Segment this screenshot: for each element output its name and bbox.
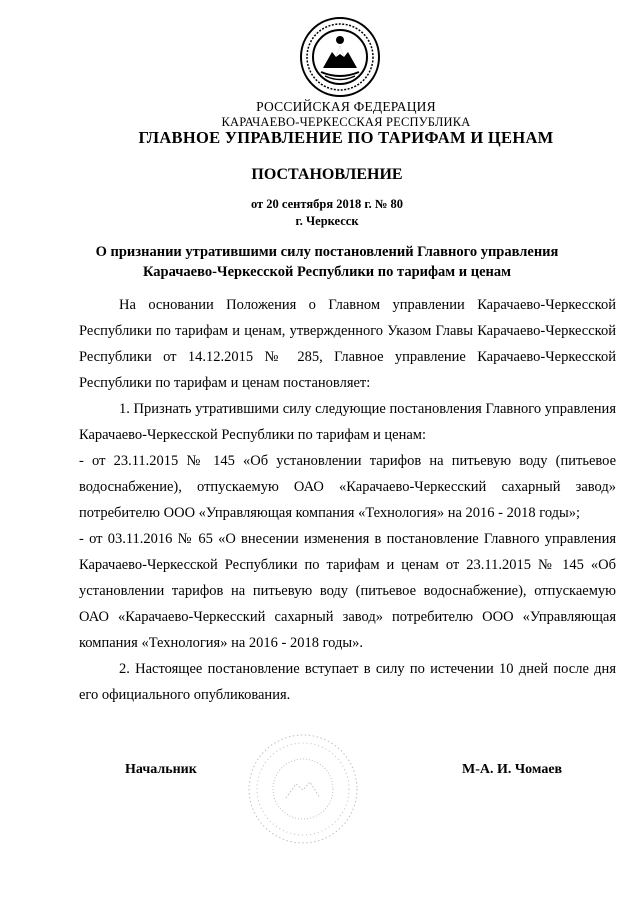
item-1-subitem-a: - от 23.11.2015 № 145 «Об установлении тарифов на питьевую воду (питьевое водоснабжение), отпускаемую ОАО «Карачаево-Черкесский сахарный завод» потребителю ООО «Управляющая компания «Технология» на 2016 - 2018 годы»; <box>79 453 616 521</box>
header-country: РОССИЙСКАЯ ФЕДЕРАЦИЯ <box>256 99 436 114</box>
document-body <box>79 292 616 708</box>
preamble-paragraph: На основании Положения о Главном управлении Карачаево-Черкесской Республики по тарифам и ценам, утвержденного Указом Главы Карачаево-Черкесской Республики от 14.12.2015 № 285, Главное управление Карачаево-Черкесской Республики по тарифам и ценам постановляет: <box>79 297 616 391</box>
header-republic: КАРАЧАЕВО-ЧЕРКЕССКАЯ РЕСПУБЛИКА <box>221 115 471 129</box>
header-agency: ГЛАВНОЕ УПРАВЛЕНИЕ ПО ТАРИФАМ И ЦЕНАМ <box>138 128 554 147</box>
item-1-subitem-b: - от 03.11.2016 № 65 «О внесении изменения в постановление Главного управления Карачаево-Черкесской Республики по тарифам и ценам от 23.11.2015 № 145 «Об установлении тарифов на питьевую воду (питьевое водоснабжение), отпускаемую ОАО «Карачаево-Черкесский сахарный завод» потребителю ООО «Управляющая компания «Технология» на 2016 - 2018 годы». <box>79 531 616 651</box>
signature-position: Начальник <box>125 762 197 777</box>
document-type: ПОСТАНОВЛЕНИЕ <box>251 166 403 183</box>
item-2-paragraph: 2. Настоящее постановление вступает в силу по истечении 10 дней после дня его официального опубликования. <box>79 661 616 703</box>
document-dateline: от 20 сентября 2018 г. № 80 <box>250 197 404 211</box>
coat-of-arms-icon <box>299 16 381 98</box>
document-city: г. Черкесск <box>295 214 359 228</box>
document-title <box>0 242 640 282</box>
signature-name: М-А. И. Чомаев <box>462 762 563 777</box>
title-line-2: Карачаево-Черкесской Республики по тарифам и ценам <box>142 264 512 280</box>
item-1-paragraph: 1. Признать утратившими силу следующие постановления Главного управления Карачаево-Черкесской Республики по тарифам и ценам: <box>79 401 616 443</box>
title-line-1: О признании утратившими силу постановлений Главного управления <box>95 244 559 260</box>
official-seal-icon <box>246 732 360 846</box>
